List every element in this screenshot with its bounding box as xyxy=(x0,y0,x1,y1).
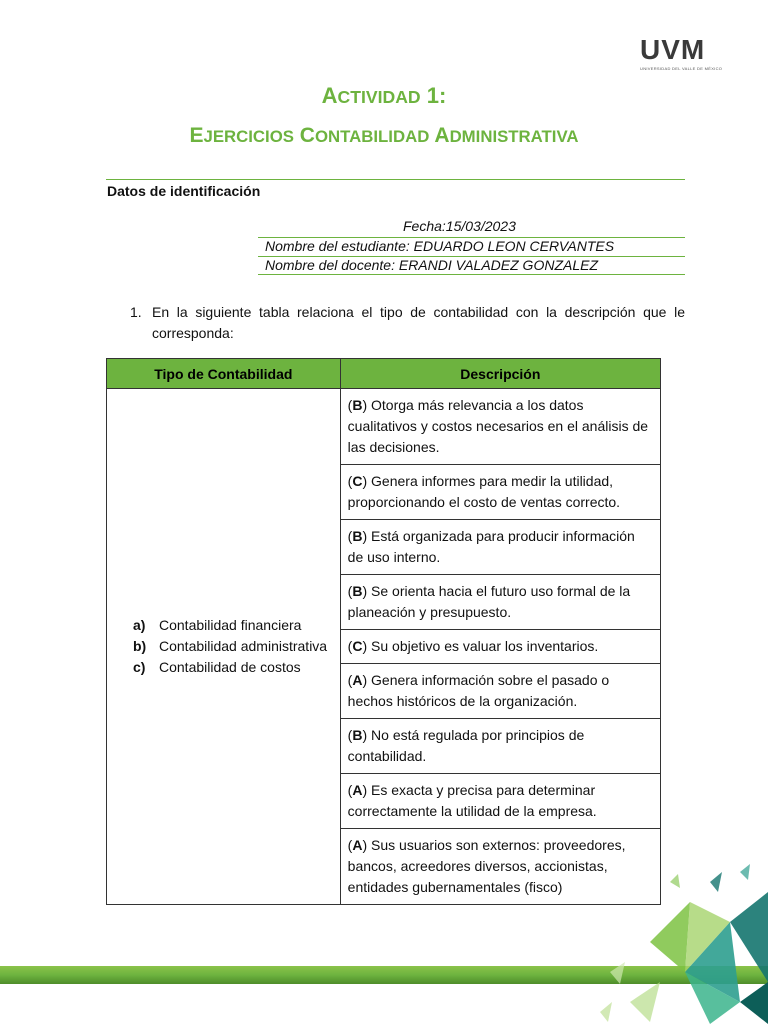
contabilidad-types-cell xyxy=(107,389,341,905)
answer-letter: B xyxy=(352,528,363,544)
description-cell: (B) Se orienta hacia el futuro uso formal de la planeación y presupuesto. xyxy=(340,575,660,630)
description-text: Su objetivo es valuar los inventarios. xyxy=(371,638,599,654)
answer-letter: B xyxy=(352,727,363,743)
question-1 xyxy=(130,302,685,344)
divider xyxy=(258,274,685,275)
option-text: Contabilidad financiera xyxy=(159,617,302,633)
option-letter: c) xyxy=(133,659,146,675)
description-text: Genera informes para medir la utilidad, proporcionando el costo de ventas correcto. xyxy=(347,473,621,510)
answer-letter: A xyxy=(352,672,363,688)
logo-mark: UVM xyxy=(640,34,706,65)
option-text: Contabilidad administrativa xyxy=(159,638,328,654)
option-item xyxy=(133,615,340,636)
answer-letter: A xyxy=(352,782,363,798)
description-cell: (B) Otorga más relevancia a los datos cualitativos y costos necesarios en el análisis de las decisiones. xyxy=(340,389,660,465)
divider xyxy=(106,179,685,180)
answer-letter: A xyxy=(352,837,363,853)
answer-letter: B xyxy=(352,583,363,599)
description-text: Genera información sobre el pasado o hechos históricos de la organización. xyxy=(347,672,610,709)
option-letter: a) xyxy=(133,617,146,633)
matching-table xyxy=(106,358,661,905)
description-cell: (C) Genera informes para medir la utilidad, proporcionando el costo de ventas correcto. xyxy=(340,465,660,520)
logo-tagline: UNIVERSIDAD DEL VALLE DE MÉXICO xyxy=(640,66,723,71)
description-cell: (B) No está regulada por principios de contabilidad. xyxy=(340,719,660,774)
description-text: No está regulada por principios de contabilidad. xyxy=(347,727,585,764)
activity-subtitle: EJERCICIOS CONTABILIDAD ADMINISTRATIVA xyxy=(189,124,579,147)
description-cell: (A) Es exacta y precisa para determinar correctamente la utilidad de la empresa. xyxy=(340,774,660,829)
description-text: Se orienta hacia el futuro uso formal de la planeación y presupuesto. xyxy=(347,583,631,620)
teacher-name-field: Nombre del docente: ERANDI VALADEZ GONZALEZ xyxy=(265,257,599,273)
column-header-description: Descripción xyxy=(340,359,660,389)
student-name-field: Nombre del estudiante: EDUARDO LEON CERVANTES xyxy=(265,238,615,254)
option-letter: b) xyxy=(133,638,147,654)
option-item xyxy=(133,657,340,678)
answer-letter: C xyxy=(352,473,363,489)
uvm-logo xyxy=(640,34,723,72)
description-cell: (B) Está organizada para producir información de uso interno. xyxy=(340,520,660,575)
answer-letter: B xyxy=(352,397,363,413)
question-text: En la siguiente tabla relaciona el tipo de contabilidad con la descripción que le corresponda: xyxy=(152,304,685,341)
activity-title: ACTIVIDAD 1: xyxy=(321,83,447,108)
decorative-triangles xyxy=(590,862,768,1024)
description-cell: (A) Sus usuarios son externos: proveedores, bancos, acreedores diversos, accionistas, entidades gubernamentales (fisco) xyxy=(340,829,660,905)
option-item xyxy=(133,636,340,657)
column-header-type: Tipo de Contabilidad xyxy=(107,359,341,389)
description-text: Es exacta y precisa para determinar correctamente la utilidad de la empresa. xyxy=(347,782,597,819)
description-text: Otorga más relevancia a los datos cualitativos y costos necesarios en el análisis de las decisiones. xyxy=(347,397,649,455)
option-text: Contabilidad de costos xyxy=(159,659,301,675)
description-cell: (A) Genera información sobre el pasado o hechos históricos de la organización. xyxy=(340,664,660,719)
table-row xyxy=(107,389,661,465)
question-number: 1. xyxy=(130,304,142,320)
description-text: Sus usuarios son externos: proveedores, bancos, acreedores diversos, accionistas, entidades gubernamentales (fisco) xyxy=(347,837,626,895)
identification-heading: Datos de identificación xyxy=(107,183,261,199)
date-field: Fecha:15/03/2023 xyxy=(403,218,516,234)
description-text: Está organizada para producir información de uso interno. xyxy=(347,528,635,565)
description-cell: (C) Su objetivo es valuar los inventarios. xyxy=(340,630,660,664)
answer-letter: C xyxy=(352,638,363,654)
